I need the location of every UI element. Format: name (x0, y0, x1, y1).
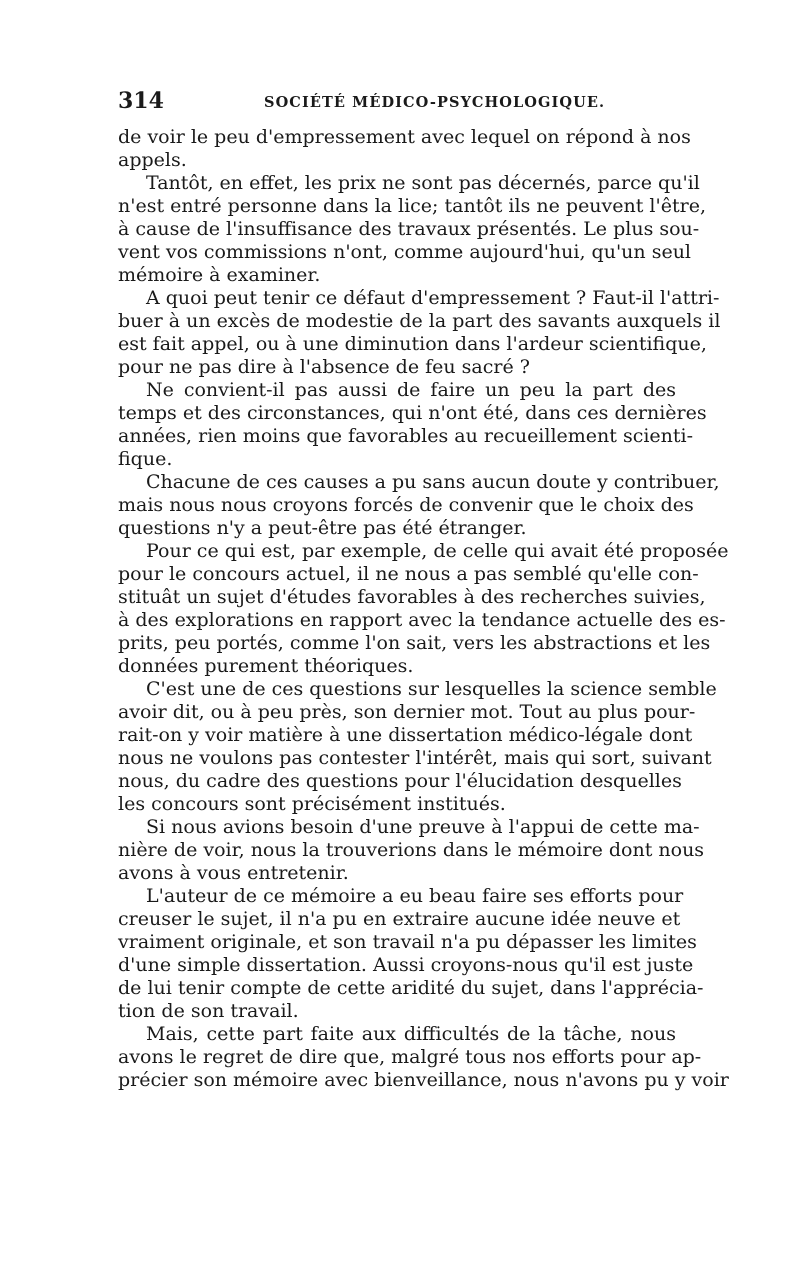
text-line: Chacune de ces causes a pu sans aucun doute y contribuer, (146, 471, 720, 493)
text-line: à des explorations en rapport avec la tendance actuelle des es- (118, 609, 726, 631)
text-line: nous ne voulons pas contester l'intérêt, mais qui sort, suivant (118, 747, 712, 769)
text-line: Ne convient-il pas aussi de faire un peu la part des (146, 379, 676, 401)
text-line: buer à un excès de modestie de la part des savants auxquels il (118, 310, 721, 332)
text-line: stituât un sujet d'études favorables à des recherches suivies, (118, 586, 706, 608)
text-line: nous, du cadre des questions pour l'élucidation desquelles (118, 770, 682, 792)
text-line: mémoire à examiner. (118, 264, 321, 286)
page-number: 314 (118, 88, 164, 114)
text-line: n'est entré personne dans la lice; tantôt ils ne peuvent l'être, (118, 195, 706, 217)
text-line: pour le concours actuel, il ne nous a pas semblé qu'elle con- (118, 563, 699, 585)
text-line: Pour ce qui est, par exemple, de celle qui avait été proposée (146, 540, 729, 562)
text-line: questions n'y a peut-être pas été étranger. (118, 517, 527, 539)
text-line: creuser le sujet, il n'a pu en extraire aucune idée neuve et (118, 908, 681, 930)
page-header (118, 88, 678, 118)
text-line: L'auteur de ce mémoire a eu beau faire ses efforts pour (146, 885, 684, 907)
text-line: de voir le peu d'empressement avec lequel on répond à nos (118, 126, 691, 148)
text-line: mais nous nous croyons forcés de convenir que le choix des (118, 494, 694, 516)
running-title: SOCIÉTÉ MÉDICO-PSYCHOLOGIQUE. (264, 94, 606, 111)
text-line: avoir dit, ou à peu près, son dernier mot. Tout au plus pour- (118, 701, 696, 723)
text-line: est fait appel, ou à une diminution dans l'ardeur scientifique, (118, 333, 707, 355)
text-line: Si nous avions besoin d'une preuve à l'appui de cette ma- (146, 816, 700, 838)
text-line: à cause de l'insuffisance des travaux présentés. Le plus sou- (118, 218, 700, 240)
text-line: A quoi peut tenir ce défaut d'empressement ? Faut-il l'attri- (146, 287, 720, 309)
text-line: Mais, cette part faite aux difficultés de la tâche, nous (146, 1023, 676, 1045)
text-line: vent vos commissions n'ont, comme aujourd'hui, qu'un seul (118, 241, 692, 263)
text-line: rait-on y voir matière à une dissertation médico-légale dont (118, 724, 693, 746)
text-line: d'une simple dissertation. Aussi croyons-nous qu'il est juste (118, 954, 694, 976)
text-line: de lui tenir compte de cette aridité du sujet, dans l'apprécia- (118, 977, 704, 999)
text-line: années, rien moins que favorables au recueillement scienti- (118, 425, 694, 447)
text-line: temps et des circonstances, qui n'ont été, dans ces dernières (118, 402, 707, 424)
text-line: données purement théoriques. (118, 655, 414, 677)
text-line: Tantôt, en effet, les prix ne sont pas décernés, parce qu'il (146, 172, 700, 194)
text-line: avons à vous entretenir. (118, 862, 349, 884)
text-line: nière de voir, nous la trouverions dans le mémoire dont nous (118, 839, 705, 861)
text-line: les concours sont précisément institués. (118, 793, 506, 815)
text-line: C'est une de ces questions sur lesquelles la science semble (146, 678, 717, 700)
text-line: fique. (118, 448, 173, 470)
body-text (118, 126, 729, 1092)
text-line: appels. (118, 149, 187, 171)
text-line: tion de son travail. (118, 1000, 299, 1022)
text-line: vraiment originale, et son travail n'a pu dépasser les limites (118, 931, 697, 953)
text-line: pour ne pas dire à l'absence de feu sacré ? (118, 356, 530, 378)
text-line: précier son mémoire avec bienveillance, nous n'avons pu y voir (118, 1069, 729, 1091)
text-line: prits, peu portés, comme l'on sait, vers les abstractions et les (118, 632, 711, 654)
text-line: avons le regret de dire que, malgré tous nos efforts pour ap- (118, 1046, 702, 1068)
